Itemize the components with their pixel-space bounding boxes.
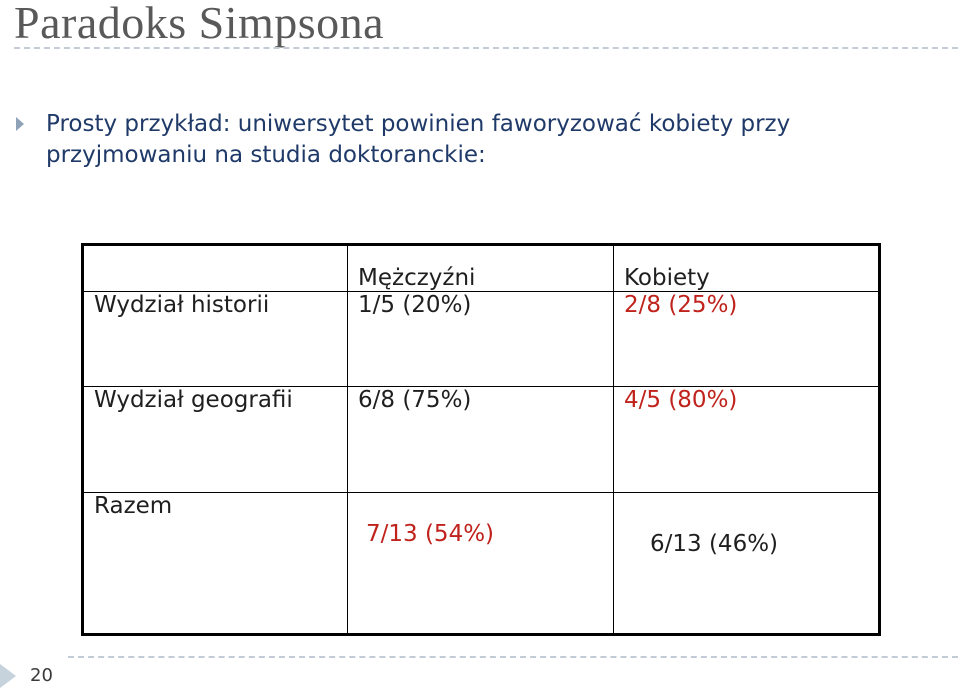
title-divider: [14, 47, 958, 49]
cell-total-women: 6/13 (46%): [614, 493, 880, 635]
row-label-history: Wydział historii: [83, 292, 348, 387]
table-header-row: [83, 245, 880, 292]
table-row: [83, 292, 880, 387]
row-label-geography: Wydział geografii: [83, 387, 348, 493]
slide-title: Paradoks Simpsona: [14, 0, 385, 48]
bullet-arrow-icon: [16, 117, 24, 131]
footer-divider: [68, 656, 958, 658]
row-label-total: Razem: [83, 493, 348, 635]
data-table: [81, 243, 881, 636]
header-cell-women: Kobiety: [614, 245, 880, 292]
cell-history-women: 2/8 (25%): [614, 292, 880, 387]
slide-number: 20: [30, 665, 53, 686]
cell-total-men: 7/13 (54%): [348, 493, 614, 635]
bullet-text: Prosty przykład: uniwersytet powinien faworyzować kobiety przy przyjmowaniu na studia doktoranckie:: [46, 111, 791, 168]
header-cell-men: Mężczyźni: [348, 245, 614, 292]
cell-geography-women: 4/5 (80%): [614, 387, 880, 493]
cell-geography-men: 6/8 (75%): [348, 387, 614, 493]
footer-arrow-icon: [0, 664, 16, 688]
table-row: [83, 387, 880, 493]
cell-history-men: 1/5 (20%): [348, 292, 614, 387]
table-row: [83, 493, 880, 635]
header-cell-empty: [83, 245, 348, 292]
